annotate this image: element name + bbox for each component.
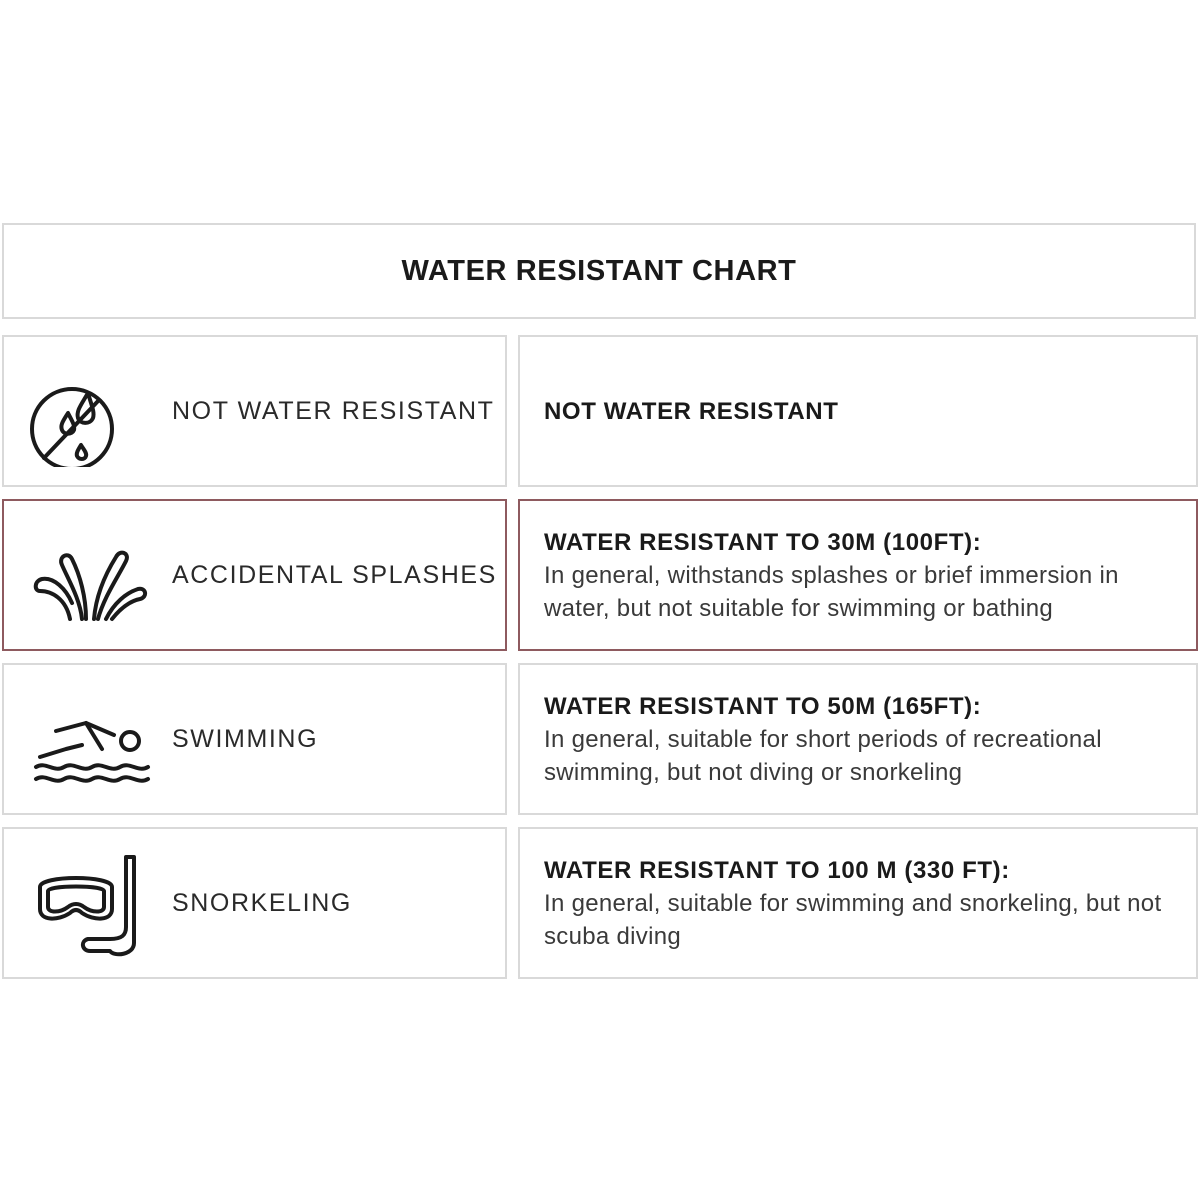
table-row [2, 335, 1198, 487]
rating-heading: WATER RESISTANT TO 50M (165FT): [544, 692, 982, 720]
level-label: NOT WATER RESISTANT [172, 396, 495, 425]
level-cell [2, 663, 507, 815]
level-label: ACCIDENTAL SPLASHES [172, 560, 497, 589]
level-cell [2, 499, 507, 651]
snorkel-mask-icon [26, 847, 152, 959]
swimmer-icon [26, 683, 152, 795]
table-row [2, 663, 1198, 815]
no-water-drops-icon [26, 355, 152, 467]
rating-description: In general, suitable for short periods of recreational swimming, but not diving or snorkeling [544, 725, 1102, 786]
description-cell [518, 499, 1198, 651]
level-cell [2, 827, 507, 979]
description-cell [518, 827, 1198, 979]
chart-title-box [2, 223, 1196, 319]
level-label: SWIMMING [172, 724, 319, 753]
description-cell [518, 663, 1198, 815]
rating-heading: WATER RESISTANT TO 100 M (330 FT): [544, 856, 1010, 884]
table-row [2, 827, 1198, 979]
table-row [2, 499, 1198, 651]
rating-heading: NOT WATER RESISTANT [544, 397, 839, 425]
rating-description: In general, suitable for swimming and snorkeling, but not scuba diving [544, 889, 1162, 950]
splash-icon [26, 519, 152, 631]
rating-heading: WATER RESISTANT TO 30M (100FT): [544, 528, 982, 556]
level-label: SNORKELING [172, 888, 352, 917]
level-cell [2, 335, 507, 487]
chart-title: WATER RESISTANT CHART [401, 254, 797, 287]
description-cell [518, 335, 1198, 487]
rating-description: In general, withstands splashes or brief immersion in water, but not suitable for swimming or bathing [544, 561, 1119, 622]
